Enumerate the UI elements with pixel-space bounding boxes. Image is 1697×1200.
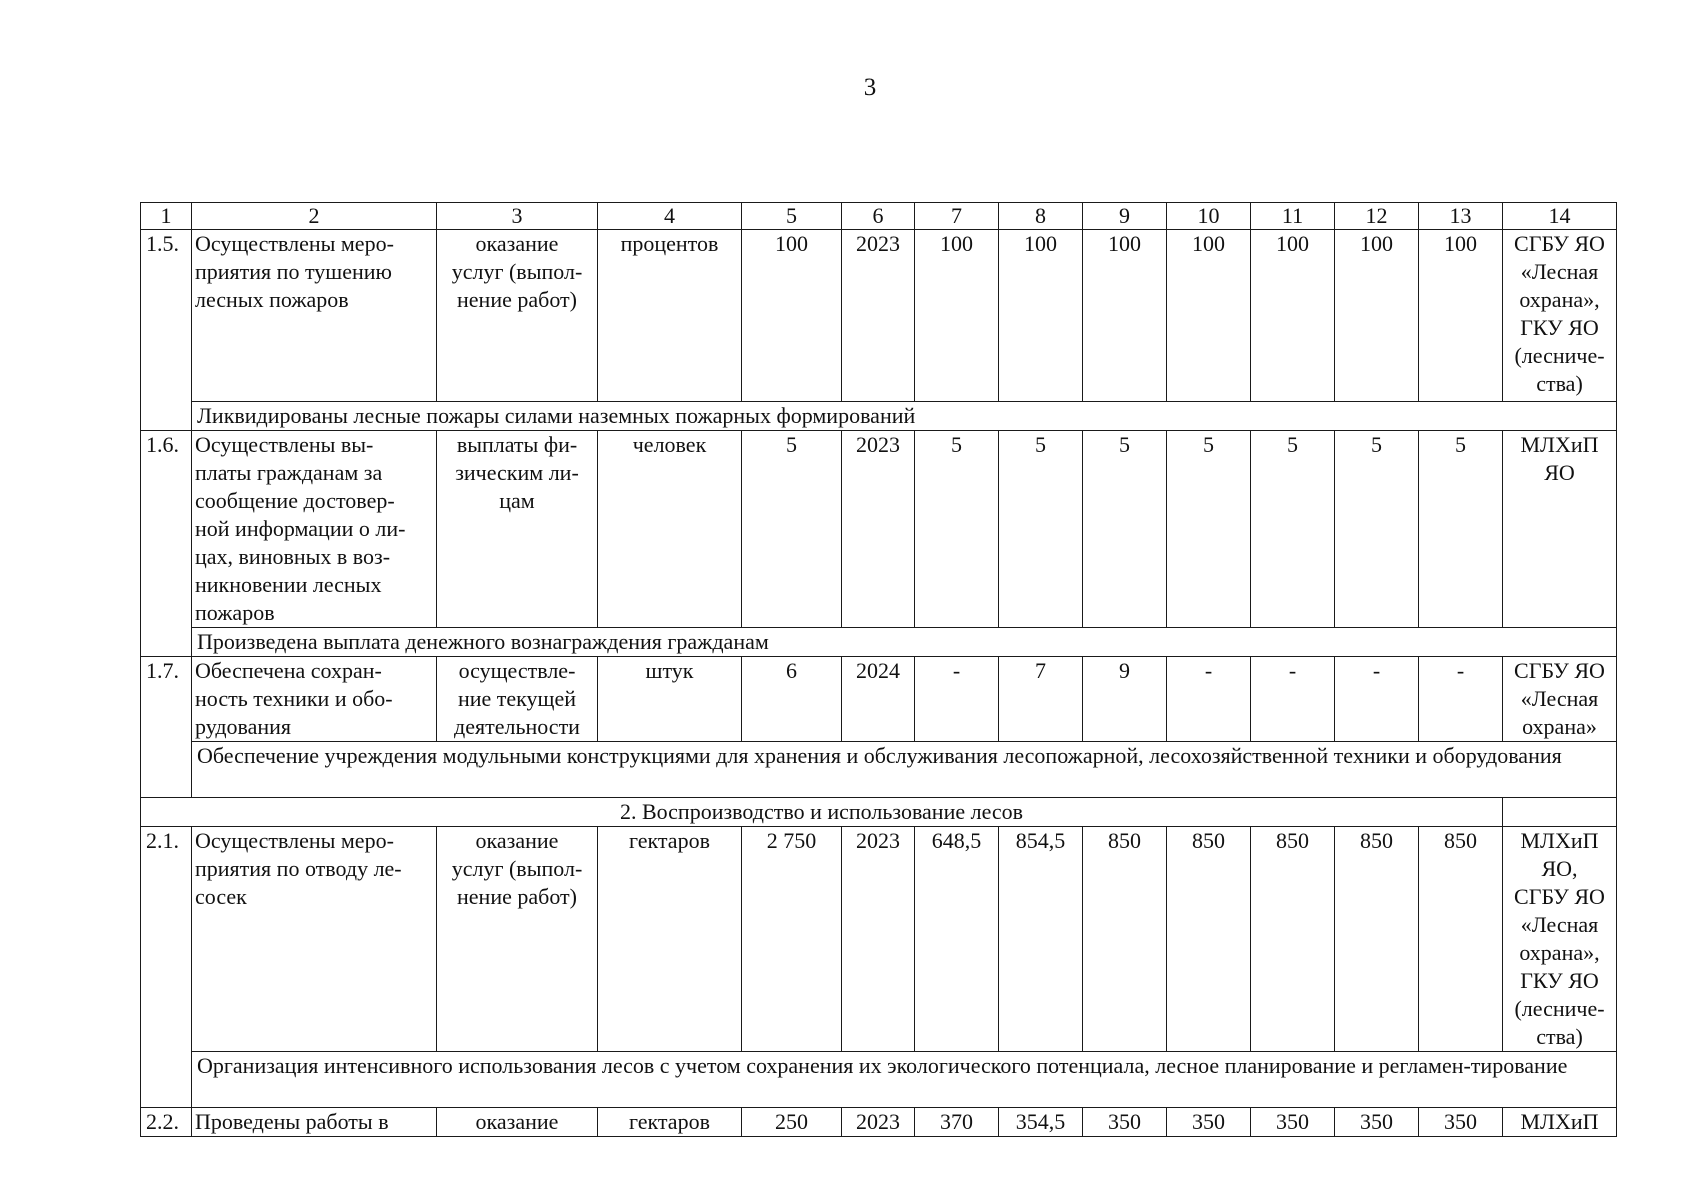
value-cell: 100 bbox=[1251, 230, 1335, 402]
table-row bbox=[141, 657, 1617, 742]
result-description: Произведена выплата денежного вознаграждения гражданам bbox=[192, 628, 1617, 657]
value-cell: 850 bbox=[1083, 827, 1167, 1052]
base-year: 2024 bbox=[842, 657, 915, 742]
header-cell: 10 bbox=[1167, 203, 1251, 230]
header-cell: 5 bbox=[742, 203, 842, 230]
value-cell: 5 bbox=[1167, 431, 1251, 628]
page-number: 3 bbox=[863, 74, 877, 101]
value-cell: 100 bbox=[1419, 230, 1503, 402]
value-cell: 5 bbox=[1335, 431, 1419, 628]
description-row bbox=[141, 742, 1617, 798]
header-cell: 3 bbox=[437, 203, 598, 230]
value-cell: 850 bbox=[1419, 827, 1503, 1052]
value-cell: 850 bbox=[1167, 827, 1251, 1052]
header-cell: 13 bbox=[1419, 203, 1503, 230]
header-cell: 14 bbox=[1503, 203, 1617, 230]
unit: гектаров bbox=[598, 827, 742, 1052]
base-value: 250 bbox=[742, 1108, 842, 1137]
value-cell: 5 bbox=[1419, 431, 1503, 628]
base-year: 2023 bbox=[842, 827, 915, 1052]
value-cell: 9 bbox=[1083, 657, 1167, 742]
result-name: Осуществлены меро- приятия по отводу ле- сосек bbox=[192, 827, 437, 1052]
responsible: МЛХиП ЯО, СГБУ ЯО «Лесная охрана», ГКУ ЯО (лесниче- ства) bbox=[1503, 827, 1617, 1052]
result-name: Проведены работы в bbox=[192, 1108, 437, 1137]
value-cell: 350 bbox=[1251, 1108, 1335, 1137]
header-row bbox=[141, 203, 1617, 230]
result-description: Обеспечение учреждения модульными конструкциями для хранения и обслуживания лесопожарной, лесохозяйственной техники и оборудования bbox=[192, 742, 1617, 798]
value-cell: - bbox=[1251, 657, 1335, 742]
value-cell: 854,5 bbox=[999, 827, 1083, 1052]
value-cell: 100 bbox=[1167, 230, 1251, 402]
table-row bbox=[141, 230, 1617, 402]
base-year: 2023 bbox=[842, 230, 915, 402]
row-number: 2.2. bbox=[141, 1108, 192, 1137]
result-type: оказание услуг (выпол- нение работ) bbox=[437, 230, 598, 402]
value-cell: 350 bbox=[1335, 1108, 1419, 1137]
row-number: 1.6. bbox=[141, 431, 192, 657]
result-name: Обеспечена сохран- ность техники и обо- рудования bbox=[192, 657, 437, 742]
value-cell: 7 bbox=[999, 657, 1083, 742]
description-row bbox=[141, 402, 1617, 431]
base-value: 2 750 bbox=[742, 827, 842, 1052]
unit: человек bbox=[598, 431, 742, 628]
value-cell: 850 bbox=[1251, 827, 1335, 1052]
base-year: 2023 bbox=[842, 431, 915, 628]
responsible: МЛХиП ЯО bbox=[1503, 431, 1617, 628]
value-cell: 100 bbox=[1335, 230, 1419, 402]
header-cell: 12 bbox=[1335, 203, 1419, 230]
value-cell: - bbox=[1419, 657, 1503, 742]
header-cell: 8 bbox=[999, 203, 1083, 230]
value-cell: 850 bbox=[1335, 827, 1419, 1052]
row-number: 2.1. bbox=[141, 827, 192, 1108]
header-cell: 4 bbox=[598, 203, 742, 230]
value-cell: 5 bbox=[1083, 431, 1167, 628]
value-cell: 5 bbox=[1251, 431, 1335, 628]
value-cell: - bbox=[915, 657, 999, 742]
result-name: Осуществлены меро- приятия по тушению лесных пожаров bbox=[192, 230, 437, 402]
row-number: 1.5. bbox=[141, 230, 192, 431]
value-cell: 370 bbox=[915, 1108, 999, 1137]
base-value: 5 bbox=[742, 431, 842, 628]
result-name: Осуществлены вы- платы гражданам за сообщение достовер- ной информации о ли- цах, виновных в воз- никновении лесных пожаров bbox=[192, 431, 437, 628]
description-row bbox=[141, 1052, 1617, 1108]
row-number: 1.7. bbox=[141, 657, 192, 798]
base-value: 100 bbox=[742, 230, 842, 402]
value-cell: 100 bbox=[915, 230, 999, 402]
value-cell: 100 bbox=[1083, 230, 1167, 402]
result-description: Ликвидированы лесные пожары силами наземных пожарных формирований bbox=[192, 402, 1617, 431]
header-cell: 9 bbox=[1083, 203, 1167, 230]
base-value: 6 bbox=[742, 657, 842, 742]
table-row bbox=[141, 1108, 1617, 1137]
value-cell: 350 bbox=[1419, 1108, 1503, 1137]
unit: процентов bbox=[598, 230, 742, 402]
table-row bbox=[141, 431, 1617, 628]
header-cell: 6 bbox=[842, 203, 915, 230]
result-description: Организация интенсивного использования лесов с учетом сохранения их экологического потенциала, лесное планирование и регламен-тирование bbox=[192, 1052, 1617, 1108]
header-cell: 2 bbox=[192, 203, 437, 230]
description-row bbox=[141, 628, 1617, 657]
base-year: 2023 bbox=[842, 1108, 915, 1137]
header-cell: 11 bbox=[1251, 203, 1335, 230]
value-cell: 648,5 bbox=[915, 827, 999, 1052]
section-row bbox=[141, 798, 1617, 827]
empty-cell bbox=[1503, 798, 1617, 827]
value-cell: 5 bbox=[915, 431, 999, 628]
result-type: выплаты фи- зическим ли- цам bbox=[437, 431, 598, 628]
value-cell: 100 bbox=[999, 230, 1083, 402]
value-cell: 350 bbox=[1083, 1108, 1167, 1137]
header-cell: 7 bbox=[915, 203, 999, 230]
unit: гектаров bbox=[598, 1108, 742, 1137]
indicators-table bbox=[140, 202, 1617, 1137]
result-type: оказание услуг (выпол- нение работ) bbox=[437, 827, 598, 1052]
value-cell: 354,5 bbox=[999, 1108, 1083, 1137]
table-row bbox=[141, 827, 1617, 1052]
responsible: СГБУ ЯО «Лесная охрана» bbox=[1503, 657, 1617, 742]
value-cell: - bbox=[1335, 657, 1419, 742]
header-cell: 1 bbox=[141, 203, 192, 230]
responsible: СГБУ ЯО «Лесная охрана», ГКУ ЯО (лесниче- ства) bbox=[1503, 230, 1617, 402]
value-cell: 350 bbox=[1167, 1108, 1251, 1137]
responsible: МЛХиП bbox=[1503, 1108, 1617, 1137]
value-cell: 5 bbox=[999, 431, 1083, 628]
result-type: осуществле- ние текущей деятельности bbox=[437, 657, 598, 742]
unit: штук bbox=[598, 657, 742, 742]
result-type: оказание bbox=[437, 1108, 598, 1137]
value-cell: - bbox=[1167, 657, 1251, 742]
section-title: 2. Воспроизводство и использование лесов bbox=[141, 798, 1503, 827]
